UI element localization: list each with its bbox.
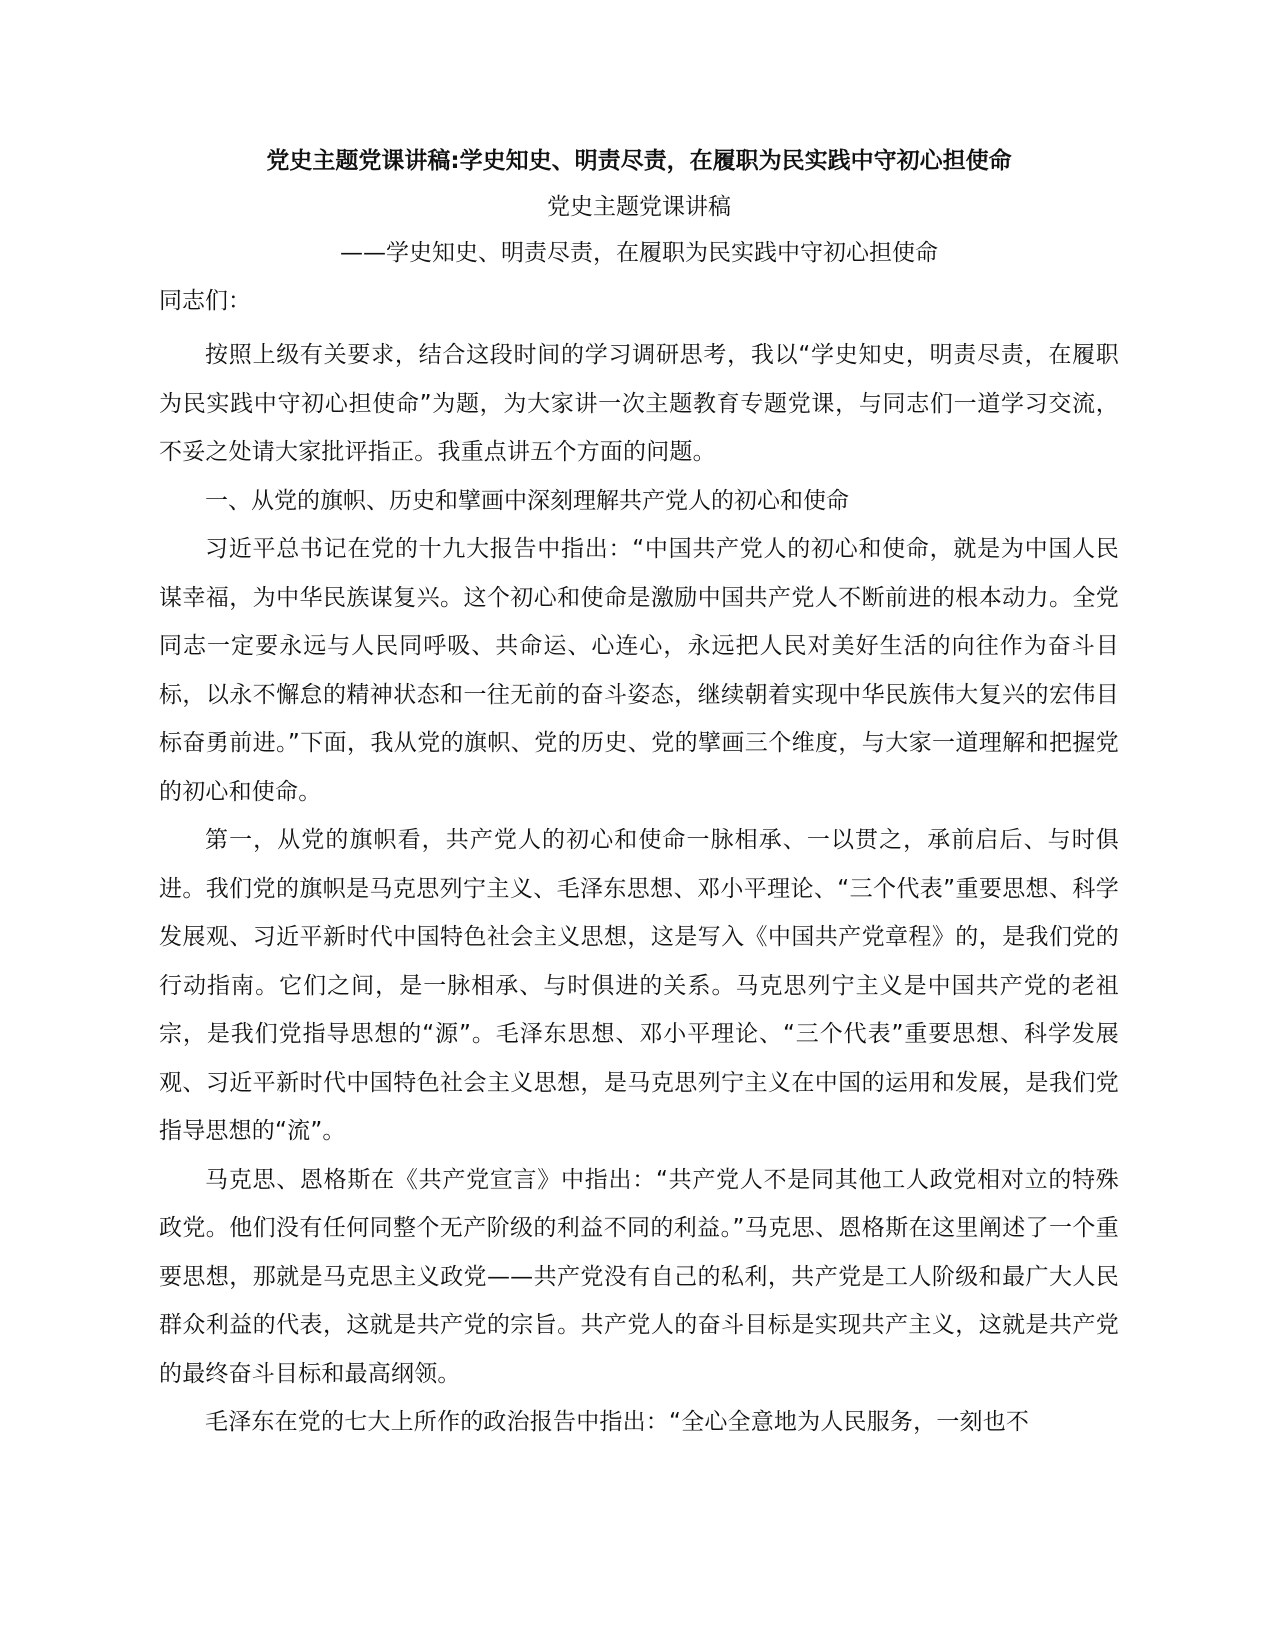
- paragraph-seventh-congress: 毛泽东在党的七大上所作的政治报告中指出：“全心全意地为人民服务，一刻也不: [205, 1409, 1030, 1435]
- document-body: [159, 144, 1119, 1447]
- salutation: 同志们：: [159, 288, 251, 314]
- paragraph-party-banner: 第一，从党的旗帜看，共产党人的初心和使命一脉相承、一以贯之，承前启后、与时俱进。我们党的旗帜是马克思列宁主义、毛泽东思想、邓小平理论、“三个代表”重要思想、科学发展观、习近平新时代中国特色社会主义思想，这是写入《中国共产党章程》的，是我们党的行动指南。它们之间，是一脉相承、与时俱进的关系。马克思列宁主义是中国共产党的老祖宗，是我们党指导思想的“源”。毛泽东思想、邓小平理论、“三个代表”重要思想、科学发展观、习近平新时代中国特色社会主义思想，是马克思列宁主义在中国的运用和发展，是我们党指导思想的“流”。: [159, 827, 1119, 1144]
- paragraph-quote-19th-congress: 习近平总书记在党的十九大报告中指出：“中国共产党人的初心和使命，就是为中国人民谋幸福，为中华民族谋复兴。这个初心和使命是激励中国共产党人不断前进的根本动力。全党同志一定要永远与人民同呼吸、共命运、心连心，永远把人民对美好生活的向往作为奋斗目标，以永不懈怠的精神状态和一往无前的奋斗姿态，继续朝着实现中华民族伟大复兴的宏伟目标奋勇前进。”下面，我从党的旗帜、党的历史、党的擘画三个维度，与大家一道理解和把握党的初心和使命。: [159, 536, 1119, 805]
- document-subtitle: 党史主题党课讲稿: [547, 194, 731, 220]
- document-subtitle-theme: ——学史知史、明责尽责，在履职为民实践中守初心担使命: [340, 240, 938, 266]
- paragraph-intro: 按照上级有关要求，结合这段时间的学习调研思考，我以“学史知史，明责尽责，在履职为民实践中守初心担使命”为题，为大家讲一次主题教育专题党课，与同志们一道学习交流，不妥之处请大家批评指正。我重点讲五个方面的问题。: [159, 342, 1119, 465]
- paragraph-communist-manifesto: 马克思、恩格斯在《共产党宣言》中指出：“共产党人不是同其他工人政党相对立的特殊政党。他们没有任何同整个无产阶级的利益不同的利益。”马克思、恩格斯在这里阐述了一个重要思想，那就是马克思主义政党——共产党没有自己的私利，共产党是工人阶级和最广大人民群众利益的代表，这就是共产党的宗旨。共产党人的奋斗目标是实现共产主义，这就是共产党的最终奋斗目标和最高纲领。: [159, 1166, 1119, 1387]
- document-title: 党史主题党课讲稿:学史知史、明责尽责，在履职为民实践中守初心担使命: [266, 148, 1012, 174]
- section-heading-1: 一、从党的旗帜、历史和擘画中深刻理解共产党人的初心和使命: [205, 487, 849, 514]
